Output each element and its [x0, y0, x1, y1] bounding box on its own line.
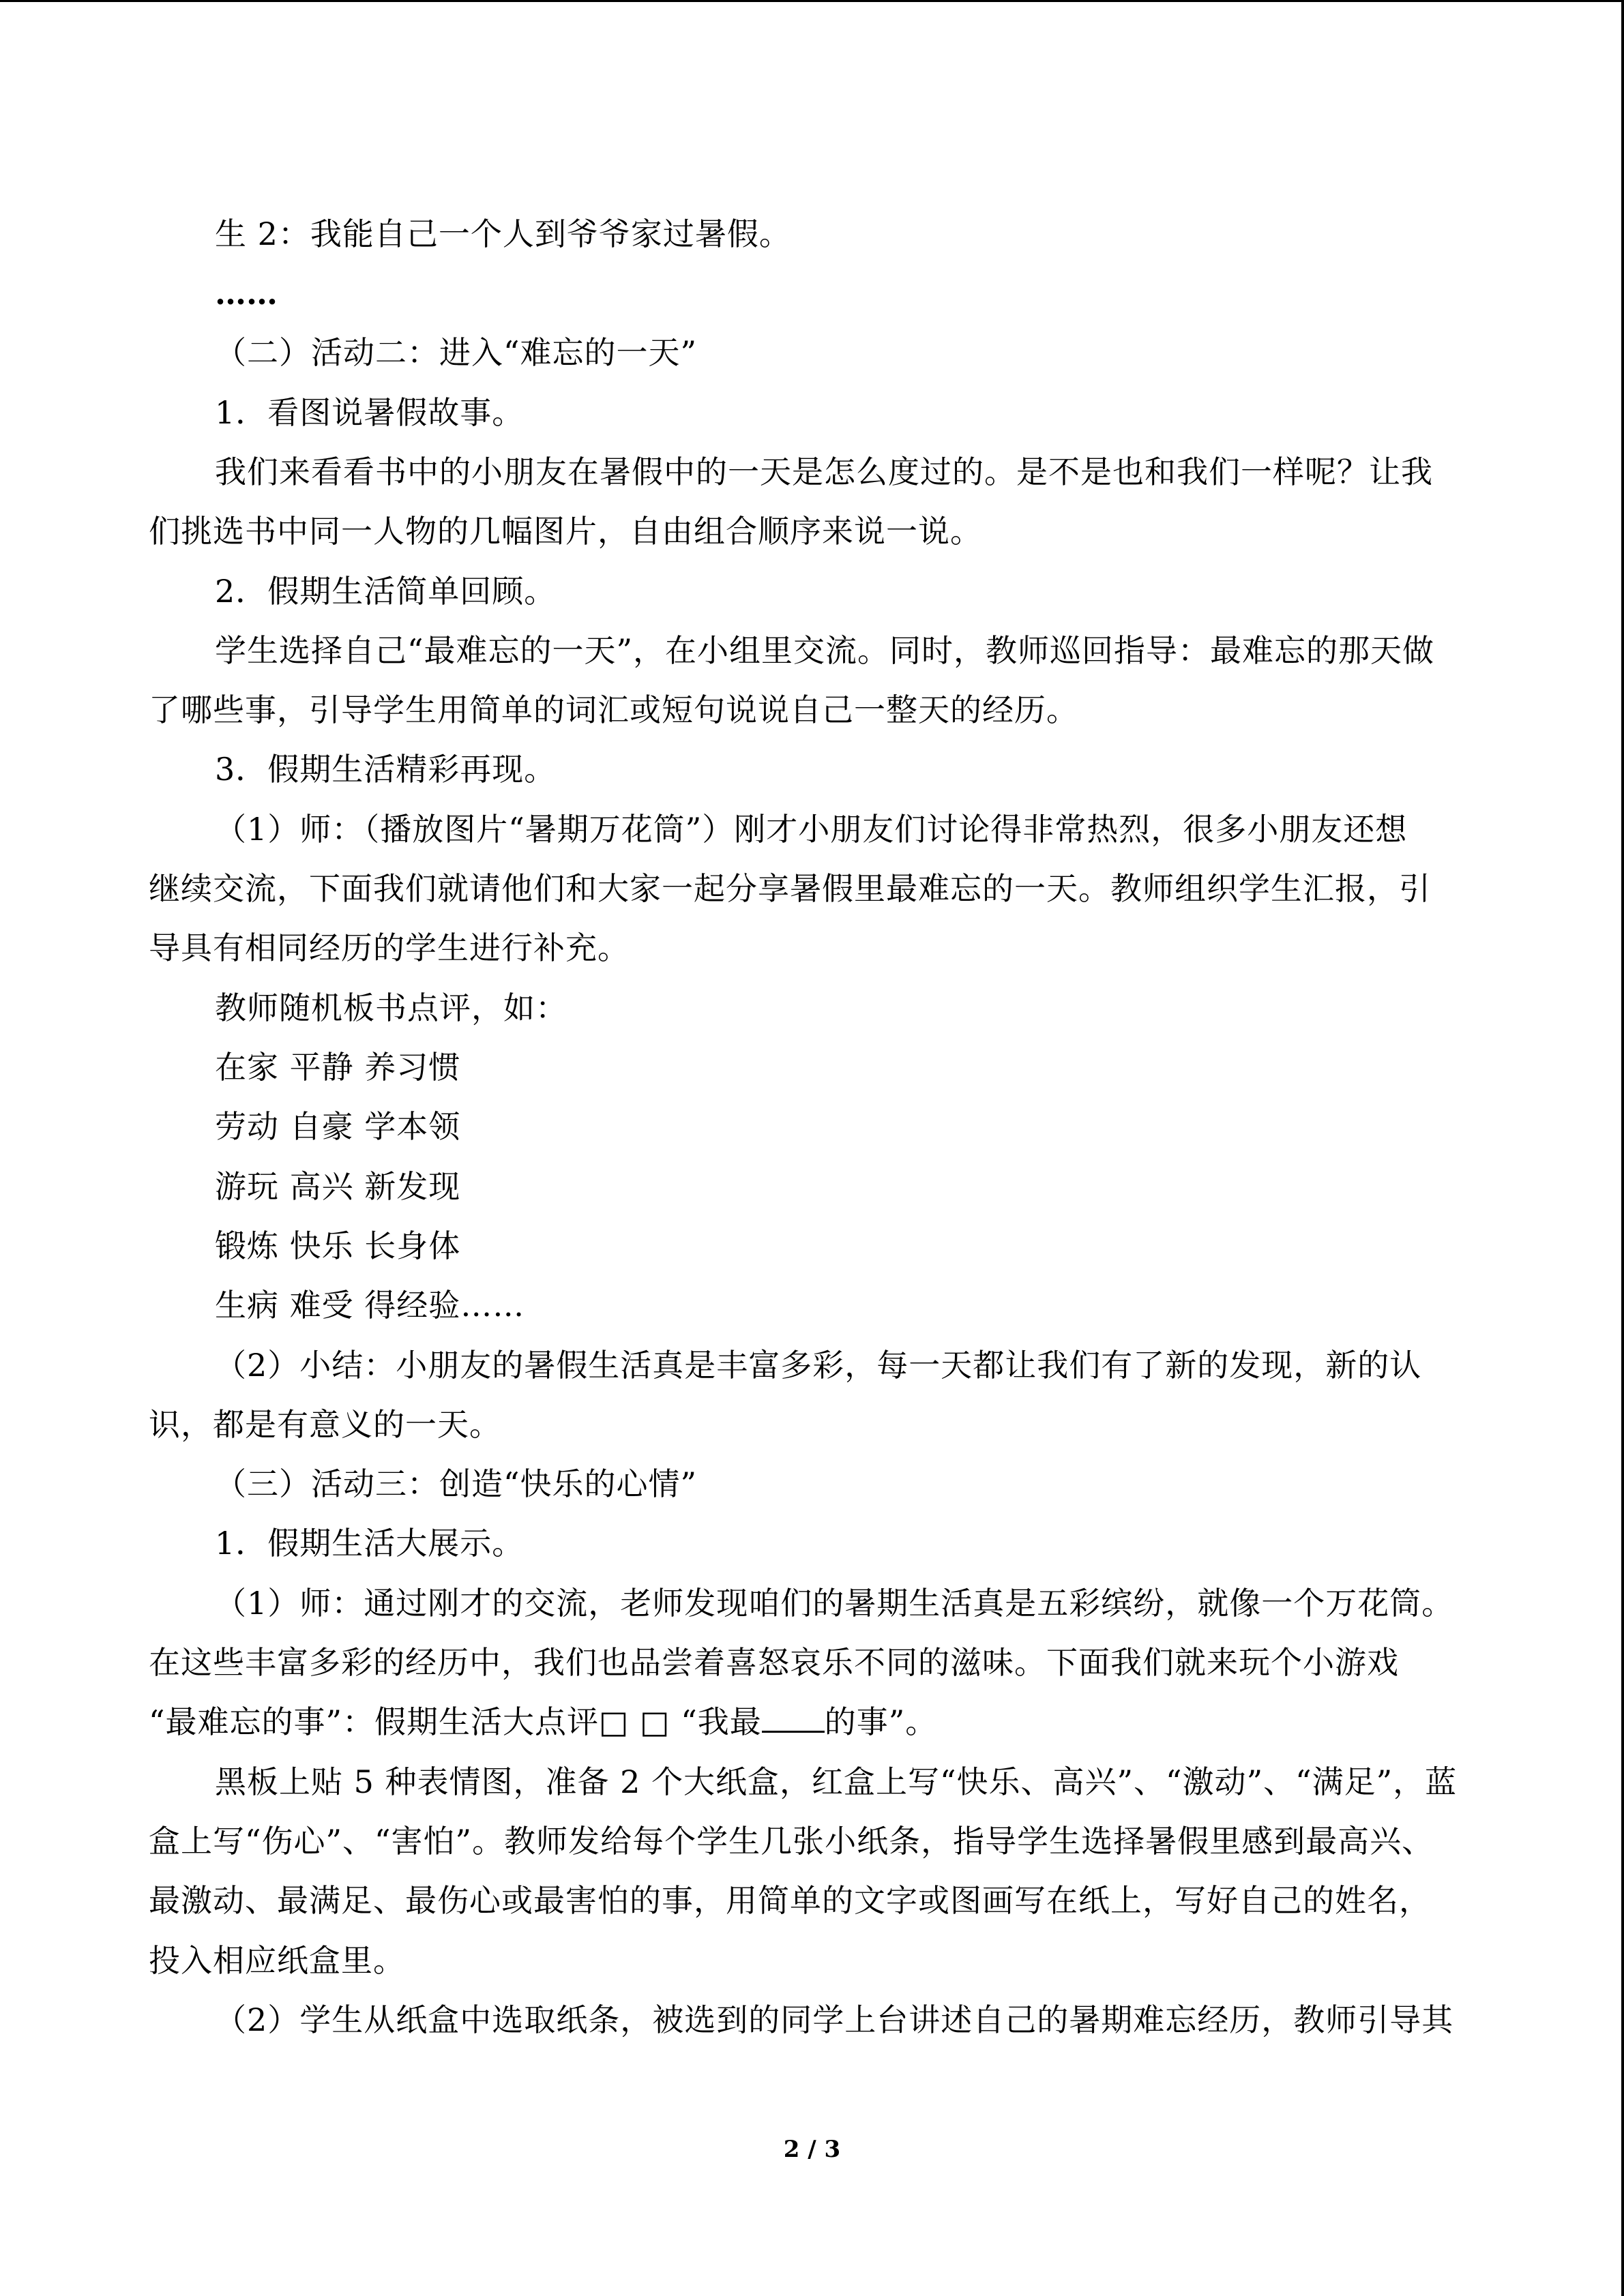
board-note-line: 游玩 高兴 新发现 — [215, 1168, 461, 1205]
page-number: 2 / 3 — [783, 2136, 841, 2163]
subsection-heading: 1．看图说暑假故事。 — [215, 394, 525, 431]
paragraph-text: “最难忘的事”：假期生活大点评□ □ “我最 — [149, 1703, 762, 1740]
subsection-heading: 1．假期生活大展示。 — [215, 1525, 525, 1562]
paragraph-line — [149, 1701, 937, 1742]
subsection-heading: 2．假期生活简单回顾。 — [215, 573, 557, 610]
board-note-line: 生病 难受 得经验…… — [215, 1287, 525, 1324]
board-note-line: 在家 平静 养习惯 — [215, 1049, 461, 1086]
subsection-heading: 3．假期生活精彩再现。 — [215, 751, 557, 788]
paragraph-line: 继续交流，下面我们就请他们和大家一起分享暑假里最难忘的一天。教师组织学生汇报，引 — [149, 870, 1431, 907]
paragraph-line: 导具有相同经历的学生进行补充。 — [149, 929, 630, 966]
paragraph-line: 生 2：我能自己一个人到爷爷家过暑假。 — [215, 215, 791, 252]
paragraph-line: 我们来看看书中的小朋友在暑假中的一天是怎么度过的。是不是也和我们一样呢？让我 — [215, 453, 1433, 490]
paragraph-line: 盒上写“伤心”、“害怕”。教师发给每个学生几张小纸条，指导学生选择暑假里感到最高兴、 — [149, 1823, 1434, 1860]
page-border-right — [1621, 0, 1624, 2296]
paragraph-line: 识，都是有意义的一天。 — [149, 1406, 501, 1443]
paragraph-line: 教师随机板书点评，如： — [215, 989, 567, 1026]
section-heading: （三）活动三：创造“快乐的心情” — [215, 1465, 698, 1502]
fill-in-blank — [762, 1703, 825, 1733]
paragraph-line: （1）师：通过刚才的交流，老师发现咱们的暑期生活真是五彩缤纷，就像一个万花筒。 — [215, 1585, 1454, 1622]
paragraph-line: 投入相应纸盒里。 — [149, 1942, 405, 1979]
paragraph-line: （1）师：（播放图片“暑期万花筒”）刚才小朋友们讨论得非常热烈，很多小朋友还想 — [215, 811, 1408, 848]
paragraph-line: …… — [215, 275, 278, 312]
paragraph-line: 在这些丰富多彩的经历中，我们也品尝着喜怒哀乐不同的滋味。下面我们就来玩个小游戏 — [149, 1644, 1399, 1681]
paragraph-line: 们挑选书中同一人物的几幅图片，自由组合顺序来说一说。 — [149, 513, 982, 550]
paragraph-line: 最激动、最满足、最伤心或最害怕的事，用简单的文字或图画写在纸上，写好自己的姓名， — [149, 1882, 1431, 1919]
paragraph-line: 了哪些事，引导学生用简单的词汇或短句说说自己一整天的经历。 — [149, 691, 1078, 728]
paragraph-line: （2）学生从纸盒中选取纸条，被选到的同学上台讲述自己的暑期难忘经历，教师引导其 — [215, 2001, 1454, 2038]
board-note-line: 锻炼 快乐 长身体 — [215, 1227, 461, 1264]
board-note-line: 劳动 自豪 学本领 — [215, 1108, 461, 1145]
paragraph-text: 的事”。 — [824, 1703, 938, 1740]
section-heading: （二）活动二：进入“难忘的一天” — [215, 334, 698, 371]
page-border-top — [0, 0, 1624, 2]
paragraph-line: （2）小结：小朋友的暑假生活真是丰富多彩，每一天都让我们有了新的发现，新的认 — [215, 1347, 1422, 1384]
paragraph-line: 黑板上贴 5 种表情图，准备 2 个大纸盒，红盒上写“快乐、高兴”、“激动”、“满足”，蓝 — [215, 1763, 1458, 1800]
paragraph-line: 学生选择自己“最难忘的一天”，在小组里交流。同时，教师巡回指导：最难忘的那天做 — [215, 632, 1435, 669]
